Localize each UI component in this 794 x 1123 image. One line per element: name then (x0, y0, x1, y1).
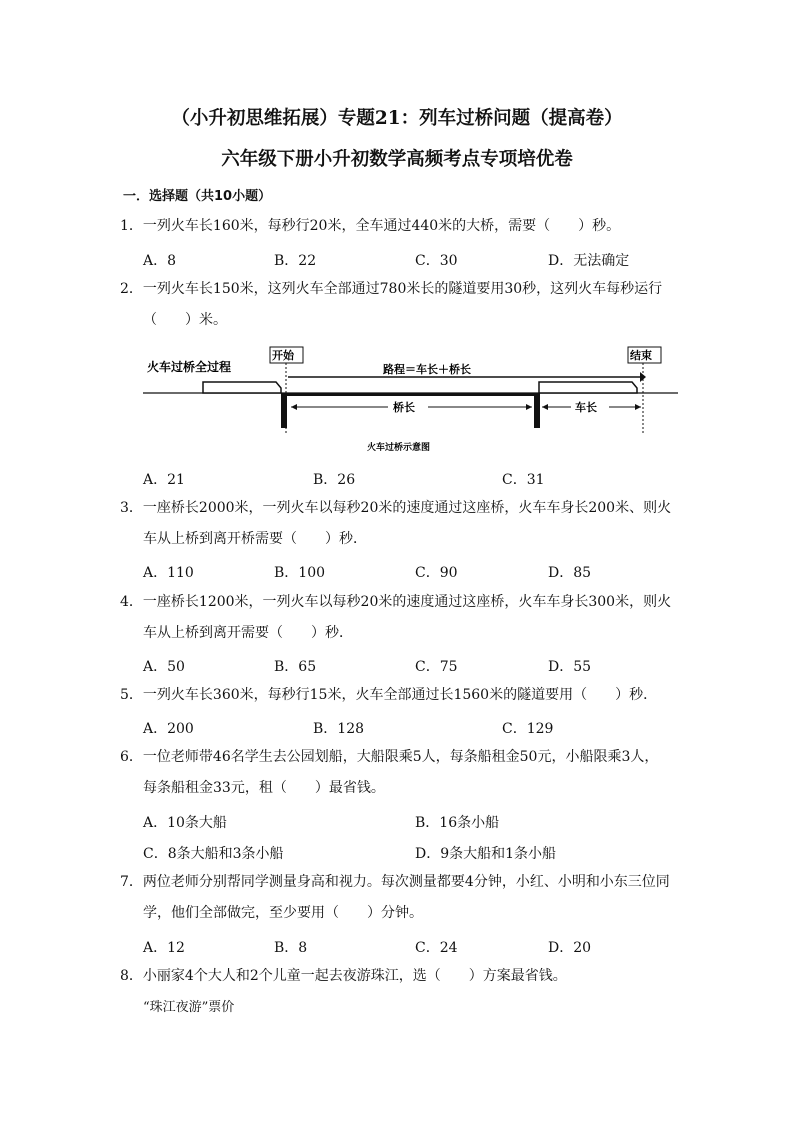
q5-option-a[interactable]: A．200 (143, 721, 194, 737)
question-7-stem: 7．两位老师分别帮同学测量身高和视力。每次测量都要4分钟，小红、小明和小东三位同 (120, 874, 670, 890)
diagram-end-label: 结束 (630, 349, 652, 362)
train-bridge-diagram (143, 343, 678, 458)
q2-option-b[interactable]: B．26 (313, 472, 356, 488)
question-3-stem-cont: 车从上桥到离开桥需要（ ）秒． (143, 531, 367, 547)
q7-option-b[interactable]: B．8 (274, 940, 308, 956)
question-6-stem: 6．一位老师带46名学生去公园划船，大船限乘5人，每条船租金50元，小船限乘3人， (120, 749, 659, 765)
question-2-stem: 2．一列火车长150米，这列火车全部通过780米长的隧道要用30秒，这列火车每秒运行 (120, 281, 663, 297)
q2-option-c[interactable]: C．31 (502, 472, 545, 488)
question-1-stem: 1．一列火车长160米，每秒行20米，全车通过440米的大桥，需要（ ）秒。 (120, 218, 621, 234)
question-5-stem: 5．一列火车长360米，每秒行15米，火车全部通过长1560米的隧道要用（ ）秒． (120, 687, 658, 703)
question-7-stem-cont: 学，他们全部做完，至少要用（ ）分钟。 (143, 905, 423, 921)
document-subtitle: 六年级下册小升初数学高频考点专项培优卷 (221, 149, 573, 170)
q7-option-d[interactable]: D．20 (548, 940, 592, 956)
diagram-start-label: 开始 (272, 349, 294, 362)
q4-option-c[interactable]: C．75 (415, 659, 458, 675)
question-4-stem: 4．一座桥长1200米，一列火车以每秒20米的速度通过这座桥，火车车身长300米，则火 (120, 594, 672, 610)
q6-option-a[interactable]: A．10条大船 (143, 815, 227, 831)
section-heading: 一．选择题（共10小题） (123, 189, 272, 204)
q4-option-b[interactable]: B．65 (274, 659, 317, 675)
ticket-price-caption: “珠江夜游”票价 (143, 1000, 235, 1015)
q3-option-c[interactable]: C．90 (415, 565, 458, 581)
diagram-formula: 路程＝车长＋桥长 (383, 363, 471, 376)
q1-option-a[interactable]: A．8 (143, 253, 177, 269)
q5-option-c[interactable]: C．129 (502, 721, 554, 737)
q7-option-a[interactable]: A．12 (143, 940, 185, 956)
q3-option-d[interactable]: D．85 (548, 565, 592, 581)
question-8-stem: 8．小丽家4个大人和2个儿童一起去夜游珠江，选（ ）方案最省钱。 (120, 968, 567, 984)
q2-option-a[interactable]: A．21 (143, 472, 185, 488)
q1-option-c[interactable]: C．30 (415, 253, 458, 269)
document-title: （小升初思维拓展）专题21：列车过桥问题（提高卷） (171, 108, 623, 129)
diagram-caption: 火车过桥示意图 (367, 443, 431, 453)
q7-option-c[interactable]: C．24 (415, 940, 458, 956)
q5-option-b[interactable]: B．128 (313, 721, 365, 737)
q4-option-a[interactable]: A．50 (143, 659, 185, 675)
q3-option-b[interactable]: B．100 (274, 565, 326, 581)
q6-option-d[interactable]: D．9条大船和1条小船 (415, 846, 557, 862)
question-4-stem-cont: 车从上桥到离开需要（ ）秒． (143, 625, 353, 641)
diagram-left-label: 火车过桥全过程 (147, 360, 232, 374)
diagram-car-length: 车长 (575, 401, 597, 414)
question-6-stem-cont: 每条船租金33元，租（ ）最省钱。 (143, 780, 385, 796)
q6-option-b[interactable]: B．16条小船 (415, 815, 500, 831)
question-3-stem: 3．一座桥长2000米，一列火车以每秒20米的速度通过这座桥，火车车身长200米、则火 (120, 500, 672, 516)
q6-option-c[interactable]: C．8条大船和3条小船 (143, 846, 284, 862)
question-2-stem-cont: （ ）米。 (143, 312, 227, 328)
q3-option-a[interactable]: A．110 (143, 565, 194, 581)
diagram-bridge-length: 桥长 (393, 401, 415, 414)
q1-option-b[interactable]: B．22 (274, 253, 317, 269)
q4-option-d[interactable]: D．55 (548, 659, 592, 675)
q1-option-d[interactable]: D．无法确定 (548, 253, 630, 269)
